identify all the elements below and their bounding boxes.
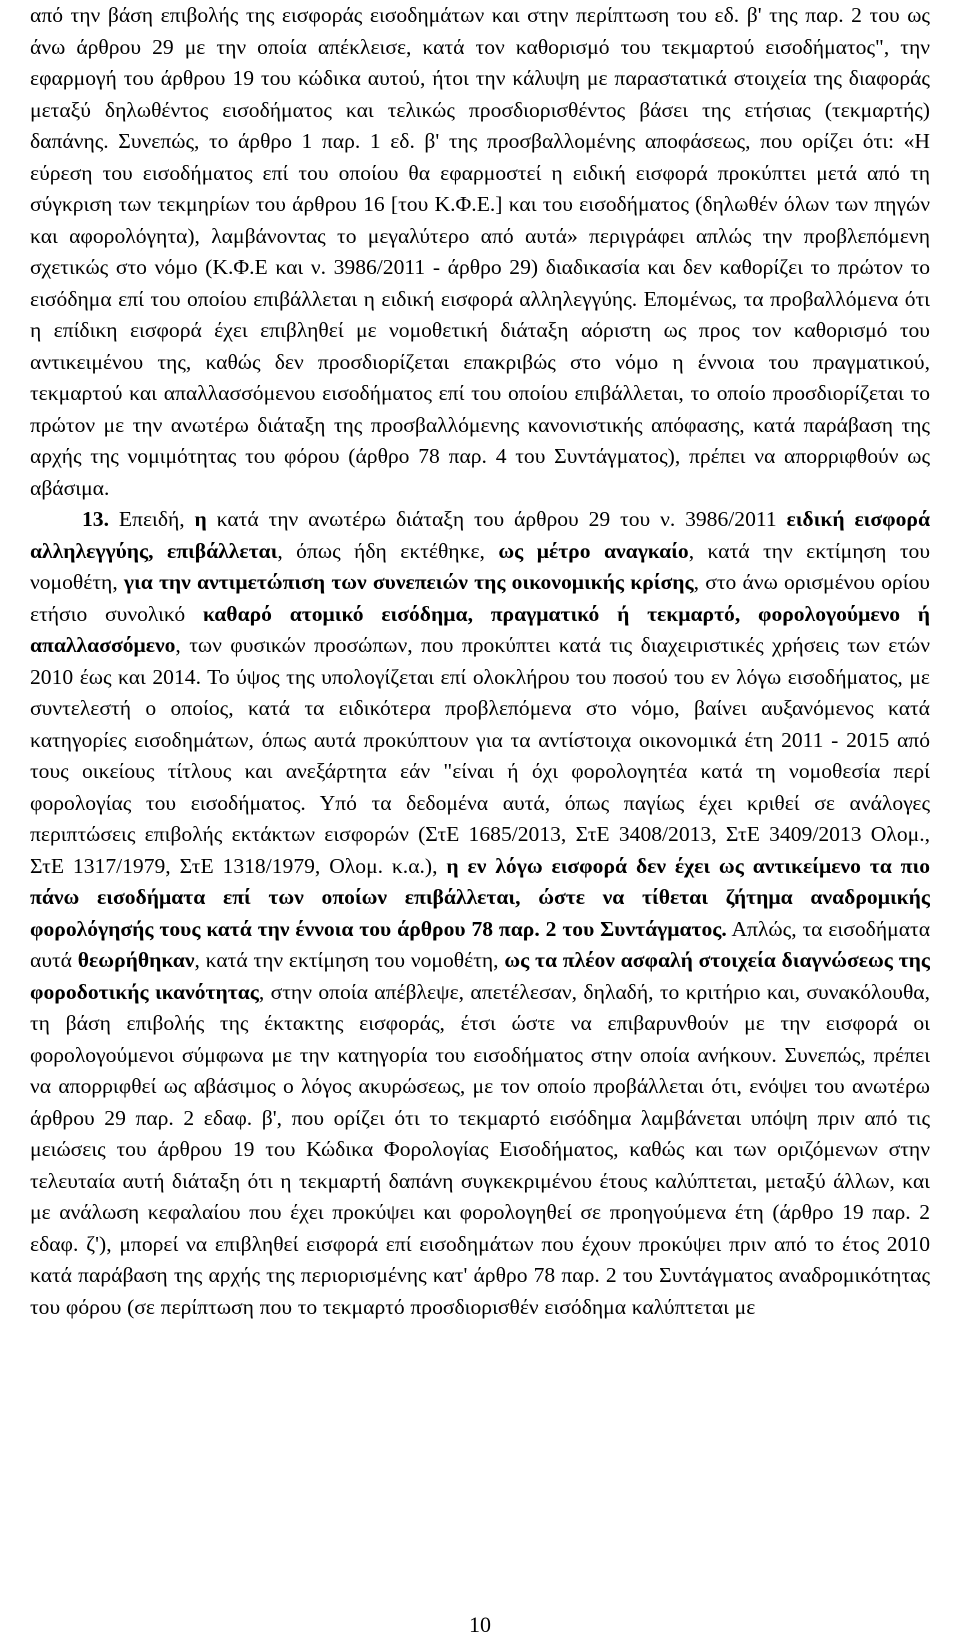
paragraph-13-segment: καθαρό ατομικό εισόδημα, πραγματικό ή τεκμαρτό, φορολογούμενο ή απαλλασσόμενο — [30, 601, 930, 657]
paragraph-13-segment: ειδική εισφορά αλληλεγγύης, επιβάλλεται — [30, 507, 930, 563]
paragraph-13-segment: Επειδή, — [109, 507, 195, 531]
paragraph-13-segment: για την αντιμετώπιση των συνεπειών της οικονομικής κρίσης — [123, 570, 694, 594]
paragraph-13-segment: θεωρήθηκαν — [77, 948, 195, 972]
page-number: 10 — [469, 1612, 491, 1637]
paragraph-13 — [30, 504, 930, 1323]
paragraph-13-segment: κατά την ανωτέρω διάταξη του άρθρου 29 του ν. 3986/2011 — [206, 507, 787, 531]
paragraph-13-segment: , στην οποία απέβλεψε, απετέλεσαν, δηλαδή, το κριτήριο και, συνακόλουθα, τη βάση επιβολής της έκτακτης εισφοράς, έτσι ώστε να επιβαρυνθούν με την εισφορά οι φορολογούμενοι σύμφωνα με την κατηγορία του εισοδήματος στην οποία ανήκουν. Συνεπώς, πρέπει να απορριφθεί ως αβάσιμος ο λόγος ακυρώσεως, με τον οποίο προβάλλεται ότι, ενόψει του ανωτέρω άρθρου 29 παρ. 2 εδαφ. β', που ορίζει ότι το τεκμαρτό εισόδημα λαμβάνεται υπόψη πριν από τις μειώσεις του άρθρου 19 του Κώδικα Φορολογίας Εισοδήματος, καθώς και των οριζόμενων στην τελευταία αυτή διάταξη ότι η τεκμαρτή δαπάνη συγκεκριμένου έτους καλύπτεται, μεταξύ άλλων, και με ανάλωση κεφαλαίου που έχει προκύψει και φορολογηθεί σε προηγούμενα έτη (άρθρο 19 παρ. 2 εδαφ. ζ'), μπορεί να επιβληθεί εισφορά επί εισοδημάτων που έχουν προκύψει πριν από το έτος 2010 κατά παράβαση της αρχής της περιορισμένης κατ' άρθρο 78 παρ. 2 του Συντάγματος αναδρομικότητας του φόρου (σε περίπτωση που το τεκμαρτό προσδιορισθέν εισόδημα καλύπτεται με — [30, 979, 930, 1319]
paragraph-13-segment: , κατά την εκτίμηση του νομοθέτη, — [194, 948, 505, 972]
document-page — [30, 0, 930, 1580]
paragraph-13-segment: , κατά την εκτίμηση του νομοθέτη, — [30, 538, 930, 594]
paragraph-13-segment: , στο άνω ορισμένου ορίου ετήσιο συνολικό — [30, 570, 930, 626]
paragraph-13-segment: η εν λόγω εισφορά δεν έχει ως αντικείμενο τα πιο πάνω εισοδήματα επί των οποίων επιβάλλεται, ώστε να τίθεται ζήτημα αναδρομικής φορολόγησής τους κατά την έννοια του άρθρου 78 παρ. 2 του Συντάγματος. — [30, 853, 930, 941]
paragraph-13-segment: ως τα πλέον ασφαλή στοιχεία διαγνώσεως της φοροδοτικής ικανότητας — [30, 948, 930, 1004]
paragraph-continuation: από την βάση επιβολής της εισφοράς εισοδημάτων και στην περίπτωση του εδ. β' της παρ. 2 του ως άνω άρθρου 29 με την οποία απέκλεισε, κατά τον καθορισμό του τεκμαρτού εισοδήματος", την εφαρμογή του άρθρου 19 του κώδικα αυτού, ήτοι την κάλυψη με παραστατικά στοιχεία της διαφοράς μεταξύ δηλωθέντος εισοδήματος και τελικώς προσδιορισθέντος βάσει της ετήσιας (τεκμαρτής) δαπάνης. Συνεπώς, το άρθρο 1 παρ. 1 εδ. β' της προσβαλλομένης αποφάσεως, που ορίζει ότι: «Η εύρεση του εισοδήματος επί του οποίου θα εφαρμοστεί η ειδική εισφορά προκύπτει μετά από τη σύγκριση των τεκμηρίων του άρθρου 16 [του Κ.Φ.Ε.] και του εισοδήματος (δηλωθέν όλων των πηγών και αφορολόγητα), λαμβάνοντας το μεγαλύτερο από αυτά» περιγράφει απλώς την προβλεπόμενη σχετικώς στο νόμο (Κ.Φ.Ε και ν. 3986/2011 - άρθρο 29) διαδικασία και δεν καθορίζει το πρώτον το εισόδημα επί του οποίου επιβάλλεται η ειδική εισφορά αλληλεγγύης. Επομένως, τα προβαλλόμενα ότι η επίδικη εισφορά έχει επιβληθεί με νομοθετική διάταξη αόριστη ως προς τον καθορισμό του αντικειμένου της, καθώς δεν προσδιορίζεται επακριβώς στο νόμο η έννοια του πραγματικού, τεκμαρτού και απαλλασσόμενου εισοδήματος επί του οποίου επιβάλλεται, το οποίο προσδιορίζεται το πρώτον με την ανωτέρω διάταξη της προσβαλλόμενης κανονιστικής απόφασης, κατά παράβαση της αρχής της νομιμότητας του φόρου (άρθρο 78 παρ. 4 του Συντάγματος), πρέπει να απορριφθούν ως αβάσιμα. — [30, 3, 930, 500]
paragraph-13-segment: 13. — [82, 507, 109, 531]
paragraph-13-segment: , των φυσικών προσώπων, που προκύπτει κατά τις διαχειριστικές χρήσεις των ετών 2010 έως και 2014. Το ύψος της υπολογίζεται επί ολοκλήρου του ποσού του εν λόγω εισοδήματος, με συντελεστή ο οποίος, κατά τα ειδικότερα προβλεπόμενα στο νόμο, βαίνει αυξανόμενος κατά κατηγορίες εισοδημάτων, όπως αυτά προκύπτουν για τα αντίστοιχα οικονομικά έτη 2011 - 2015 από τους οικείους τίτλους και ανεξάρτητα εάν "είναι ή όχι φορολογητέα κατά τη νομοθεσία περί φορολογίας του εισοδήματος. Υπό τα δεδομένα αυτά, όπως παγίως έχει κριθεί σε ανάλογες περιπτώσεις επιβολής εκτάκτων εισφορών (ΣτΕ 1685/2013, ΣτΕ 3408/2013, ΣτΕ 3409/2013 Ολομ., ΣτΕ 1317/1979, ΣτΕ 1318/1979, Ολομ. κ.α.), — [30, 633, 930, 878]
paragraph-13-segment: Απλώς, τα εισοδήματα αυτά — [30, 916, 930, 972]
paragraph-13-segment: η — [194, 507, 207, 531]
paragraph-13-segment: , όπως ήδη εκτέθηκε, — [277, 538, 499, 563]
paragraph-13-segment: ως μέτρο αναγκαίο — [498, 538, 689, 563]
